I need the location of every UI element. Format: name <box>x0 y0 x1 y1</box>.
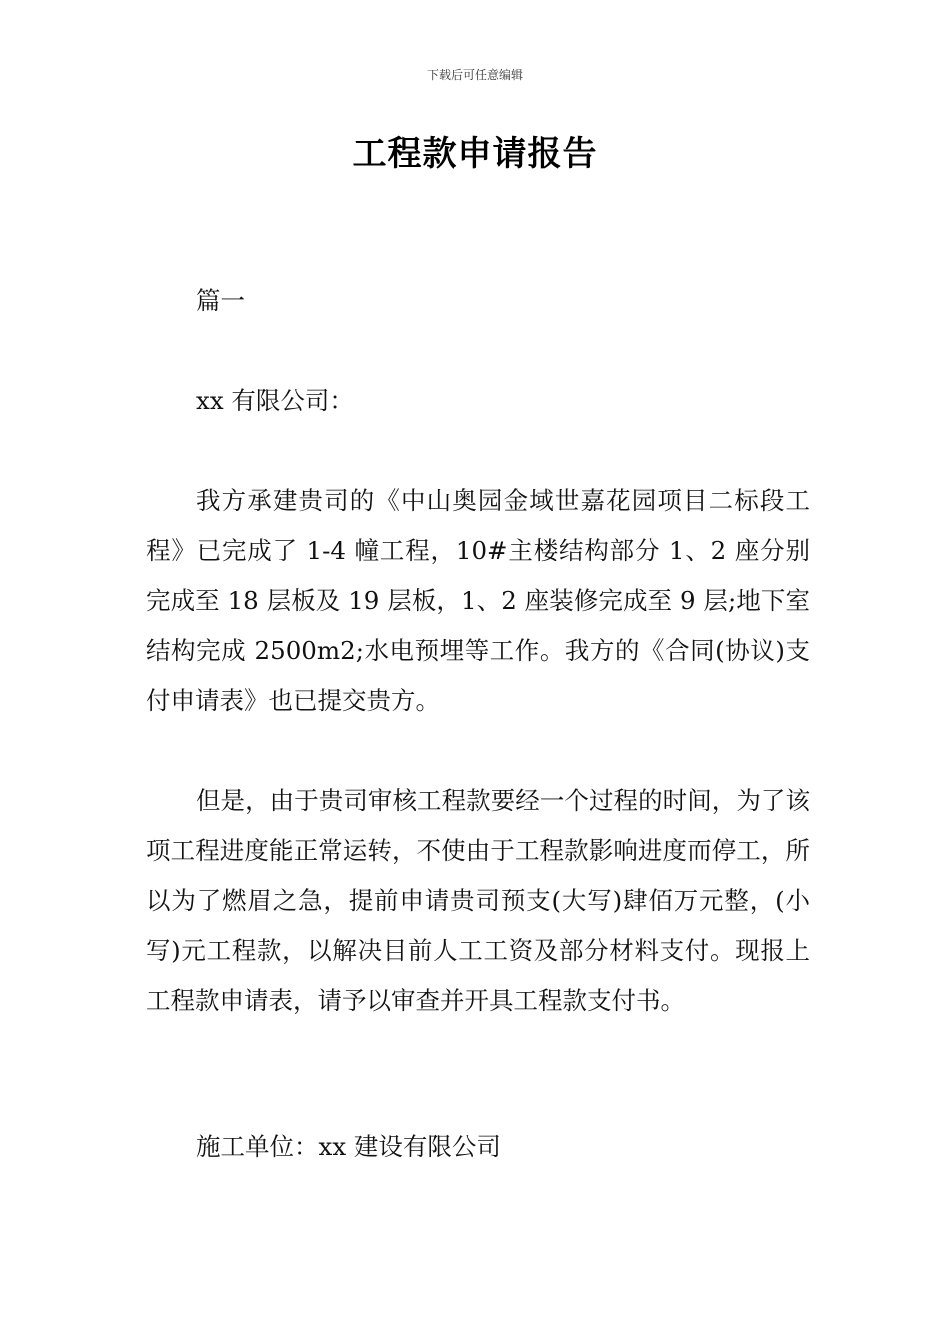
construction-unit: 施工单位：xx 建设有限公司 <box>196 1132 501 1161</box>
header-note: 下载后可任意编辑 <box>426 68 523 82</box>
salutation: xx 有限公司： <box>196 386 354 415</box>
body-paragraph-2: 但是，由于贵司审核工程款要经一个过程的时间，为了该项工程进度能正常运转，不使由于工程款影响进度而停工，所以为了燃眉之急，提前申请贵司预支(大写)肆佰万元整，(小写)元工程款，以解决目前人工工资及部分材料支付。现报上工程款申请表，请予以审查并开具工程款支付书。 <box>146 786 810 1015</box>
document-title: 工程款申请报告 <box>352 134 598 174</box>
section-label: 篇一 <box>196 286 245 315</box>
body-paragraph-1: 我方承建贵司的《中山奥园金域世嘉花园项目二标段工程》已完成了 1-4 幢工程，10#主楼结构部分 1、2 座分别完成至 18 层板及 19 层板，1、2 座装修完成至 9 层;地下室结构完成 2500m2;水电预埋等工作。我方的《合同(协议)支付申请表》也已提交贵方。 <box>146 486 810 715</box>
